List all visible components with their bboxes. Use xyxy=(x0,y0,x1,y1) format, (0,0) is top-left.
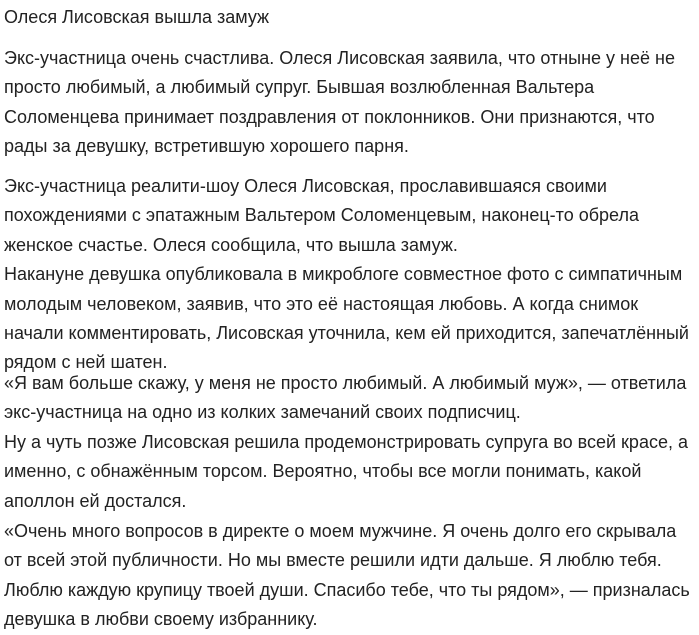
article-paragraph-1 xyxy=(4,44,675,162)
paragraph-line: молодым человеком, заявив, что это её настоящая любовь. А когда снимок xyxy=(4,293,639,314)
paragraph-line: именно, с обнажённым торсом. Вероятно, чтобы все могли понимать, какой xyxy=(4,461,642,482)
article-title: Олеся Лисовская вышла замуж xyxy=(4,7,270,27)
paragraph-line: Накануне девушка опубликовала в микроблоге совместное фото с симпатичным xyxy=(4,264,683,285)
paragraph-line: девушка в любви своему избраннику. xyxy=(4,609,318,630)
paragraph-line: рады за девушку, встретившую хорошего парня. xyxy=(4,136,409,157)
paragraph-line: Ну а чуть позже Лисовская решила продемонстрировать супруга во всей красе, а xyxy=(4,431,688,452)
paragraph-line: экс-участница на одно из колких замечаний своих подписчиц. xyxy=(4,402,521,423)
paragraph-line: женское счастье. Олеся сообщила, что вышла замуж. xyxy=(4,234,458,255)
paragraph-line: Соломенцева принимает поздравления от поклонников. Они признаются, что xyxy=(4,106,655,127)
article-paragraph-3 xyxy=(4,369,688,516)
article-paragraph-4 xyxy=(4,517,690,635)
article xyxy=(4,0,694,630)
paragraph-line: просто любимый, а любимый супруг. Бывшая возлюбленная Вальтера xyxy=(4,77,595,98)
paragraph-line: от всей этой публичности. Но мы вместе решили идти дальше. Я люблю тебя. xyxy=(4,550,662,571)
article-paragraph-2 xyxy=(4,172,689,378)
paragraph-line: Экс-участница очень счастлива. Олеся Лисовская заявила, что отныне у неё не xyxy=(4,48,675,68)
paragraph-line: Экс-участница реалити-шоу Олеся Лисовская, прославившаяся своими xyxy=(4,176,607,196)
paragraph-line: «Я вам больше скажу, у меня не просто любимый. А любимый муж», — ответила xyxy=(4,373,687,393)
paragraph-line: «Очень много вопросов в директе о моем мужчине. Я очень долго его скрывала xyxy=(4,521,677,541)
paragraph-line: рядом с ней шатен. xyxy=(4,352,168,373)
paragraph-line: Люблю каждую крупицу твоей души. Спасибо тебе, что ты рядом», — призналась xyxy=(4,579,690,600)
paragraph-line: похождениями с эпатажным Вальтером Соломенцевым, наконец-то обрела xyxy=(4,205,639,226)
paragraph-line: аполлон ей достался. xyxy=(4,490,187,511)
paragraph-line: начали комментировать, Лисовская уточнила, кем ей приходится, запечатлённый xyxy=(4,322,689,343)
